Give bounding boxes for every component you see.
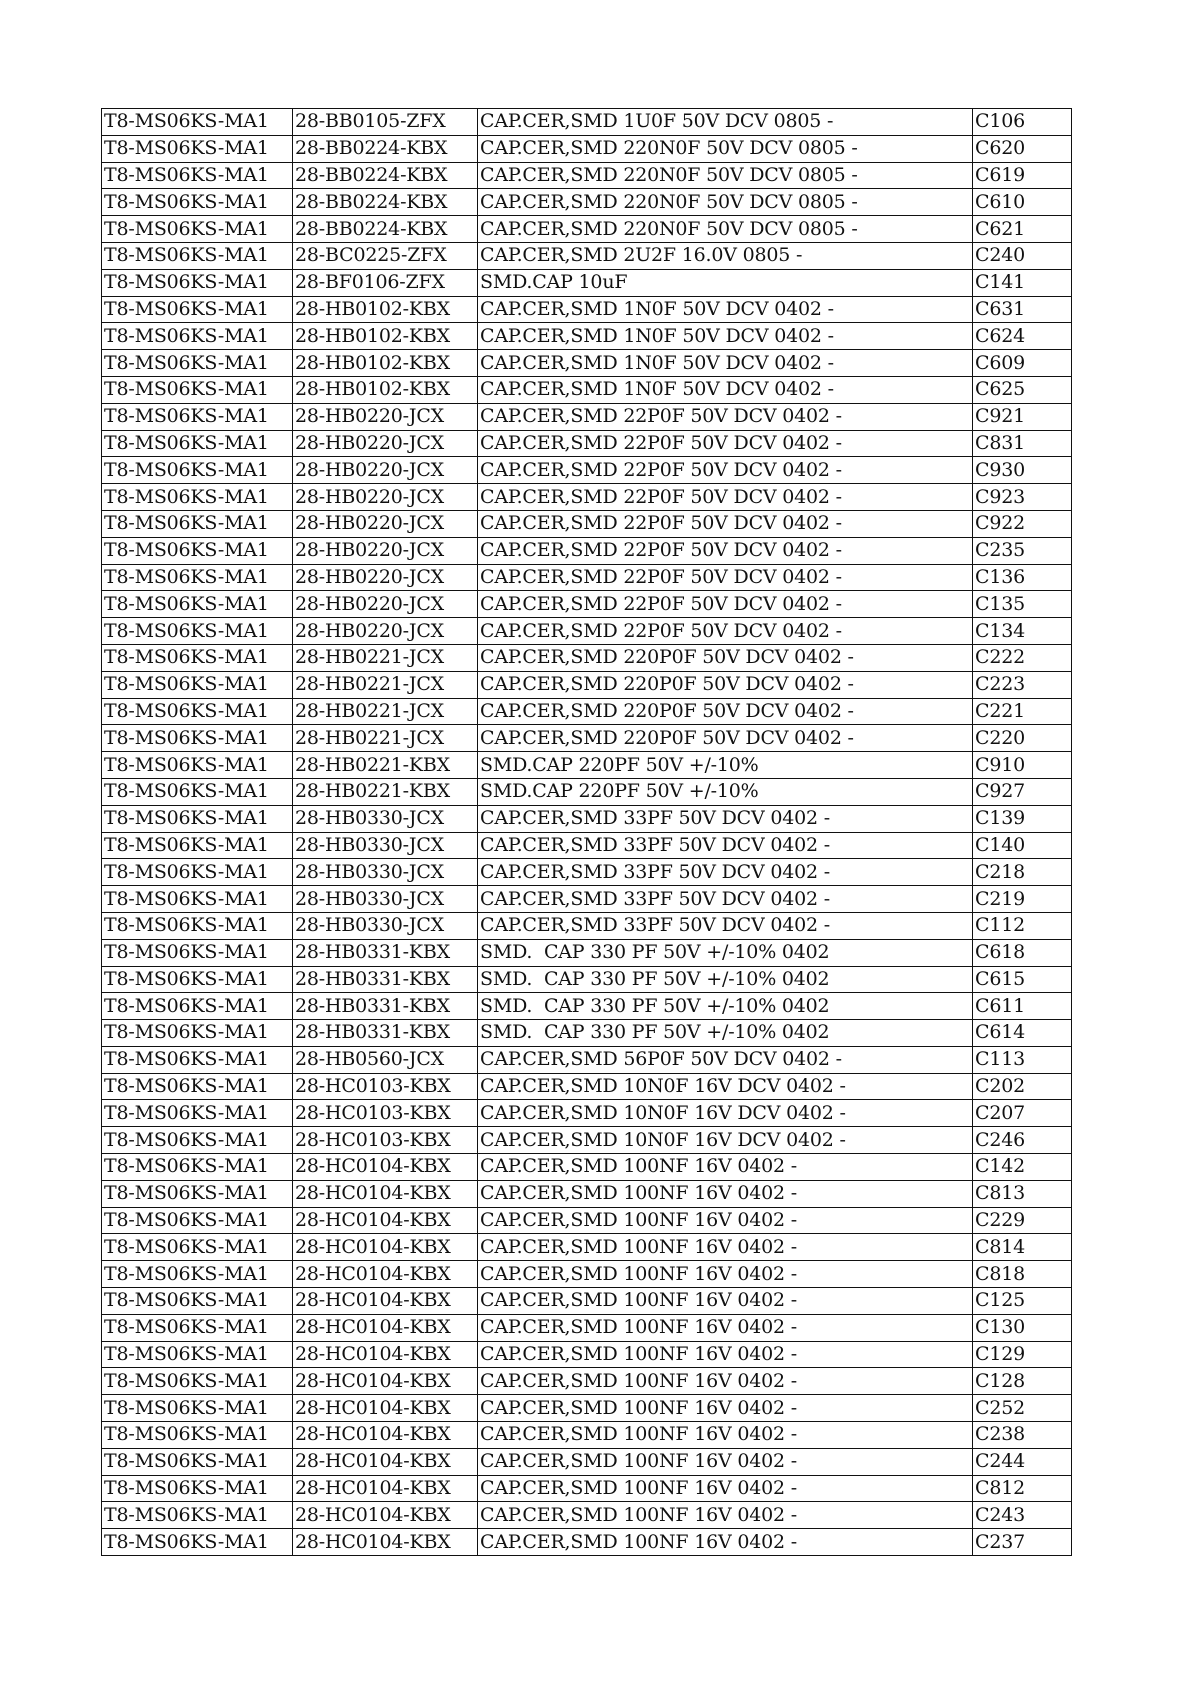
model-cell: T8-MS06KS-MA1 bbox=[102, 350, 293, 377]
model-cell: T8-MS06KS-MA1 bbox=[102, 484, 293, 511]
table-row bbox=[102, 350, 1072, 377]
part-number-cell: 28-HB0220-JCX bbox=[293, 537, 478, 564]
part-number-cell: 28-BB0224-KBX bbox=[293, 216, 478, 243]
description-cell: CAP.CER,SMD 100NF 16V 0402 - bbox=[478, 1529, 973, 1556]
model-cell: T8-MS06KS-MA1 bbox=[102, 376, 293, 403]
model-cell: T8-MS06KS-MA1 bbox=[102, 725, 293, 752]
model-cell: T8-MS06KS-MA1 bbox=[102, 1368, 293, 1395]
reference-designator-cell: C930 bbox=[973, 457, 1072, 484]
part-number-cell: 28-HB0220-JCX bbox=[293, 430, 478, 457]
table-row bbox=[102, 403, 1072, 430]
table-row bbox=[102, 993, 1072, 1020]
part-number-cell: 28-HB0102-KBX bbox=[293, 296, 478, 323]
part-number-cell: 28-HB0220-JCX bbox=[293, 457, 478, 484]
model-cell: T8-MS06KS-MA1 bbox=[102, 644, 293, 671]
model-cell: T8-MS06KS-MA1 bbox=[102, 537, 293, 564]
part-number-cell: 28-BF0106-ZFX bbox=[293, 269, 478, 296]
description-cell: CAP.CER,SMD 22P0F 50V DCV 0402 - bbox=[478, 537, 973, 564]
part-number-cell: 28-HB0331-KBX bbox=[293, 939, 478, 966]
reference-designator-cell: C927 bbox=[973, 778, 1072, 805]
reference-designator-cell: C223 bbox=[973, 671, 1072, 698]
part-number-cell: 28-BB0224-KBX bbox=[293, 135, 478, 162]
table-row bbox=[102, 644, 1072, 671]
table-row bbox=[102, 1154, 1072, 1181]
description-cell: CAP.CER,SMD 33PF 50V DCV 0402 - bbox=[478, 805, 973, 832]
table-row bbox=[102, 135, 1072, 162]
table-row bbox=[102, 859, 1072, 886]
model-cell: T8-MS06KS-MA1 bbox=[102, 1502, 293, 1529]
reference-designator-cell: C130 bbox=[973, 1314, 1072, 1341]
description-cell: CAP.CER,SMD 220P0F 50V DCV 0402 - bbox=[478, 725, 973, 752]
model-cell: T8-MS06KS-MA1 bbox=[102, 564, 293, 591]
reference-designator-cell: C125 bbox=[973, 1288, 1072, 1315]
model-cell: T8-MS06KS-MA1 bbox=[102, 457, 293, 484]
model-cell: T8-MS06KS-MA1 bbox=[102, 1529, 293, 1556]
reference-designator-cell: C237 bbox=[973, 1529, 1072, 1556]
part-number-cell: 28-HC0103-KBX bbox=[293, 1073, 478, 1100]
model-cell: T8-MS06KS-MA1 bbox=[102, 1207, 293, 1234]
part-number-cell: 28-BB0224-KBX bbox=[293, 162, 478, 189]
description-cell: CAP.CER,SMD 100NF 16V 0402 - bbox=[478, 1314, 973, 1341]
part-number-cell: 28-HB0220-JCX bbox=[293, 510, 478, 537]
part-number-cell: 28-HC0104-KBX bbox=[293, 1448, 478, 1475]
reference-designator-cell: C222 bbox=[973, 644, 1072, 671]
table-row bbox=[102, 1180, 1072, 1207]
part-number-cell: 28-HB0220-JCX bbox=[293, 618, 478, 645]
reference-designator-cell: C202 bbox=[973, 1073, 1072, 1100]
reference-designator-cell: C136 bbox=[973, 564, 1072, 591]
table-row bbox=[102, 484, 1072, 511]
description-cell: CAP.CER,SMD 100NF 16V 0402 - bbox=[478, 1154, 973, 1181]
description-cell: CAP.CER,SMD 100NF 16V 0402 - bbox=[478, 1234, 973, 1261]
description-cell: CAP.CER,SMD 100NF 16V 0402 - bbox=[478, 1475, 973, 1502]
table-row bbox=[102, 323, 1072, 350]
table-row bbox=[102, 1207, 1072, 1234]
reference-designator-cell: C814 bbox=[973, 1234, 1072, 1261]
part-number-cell: 28-HB0331-KBX bbox=[293, 966, 478, 993]
description-cell: CAP.CER,SMD 100NF 16V 0402 - bbox=[478, 1180, 973, 1207]
reference-designator-cell: C112 bbox=[973, 912, 1072, 939]
reference-designator-cell: C614 bbox=[973, 1020, 1072, 1047]
table-row bbox=[102, 1502, 1072, 1529]
table-row bbox=[102, 591, 1072, 618]
description-cell: CAP.CER,SMD 100NF 16V 0402 - bbox=[478, 1395, 973, 1422]
table-row bbox=[102, 457, 1072, 484]
table-row bbox=[102, 162, 1072, 189]
table-row bbox=[102, 269, 1072, 296]
reference-designator-cell: C221 bbox=[973, 698, 1072, 725]
part-number-cell: 28-HB0331-KBX bbox=[293, 1020, 478, 1047]
table-row bbox=[102, 805, 1072, 832]
description-cell: CAP.CER,SMD 33PF 50V DCV 0402 - bbox=[478, 832, 973, 859]
table-row bbox=[102, 752, 1072, 779]
reference-designator-cell: C244 bbox=[973, 1448, 1072, 1475]
description-cell: CAP.CER,SMD 33PF 50V DCV 0402 - bbox=[478, 886, 973, 913]
description-cell: CAP.CER,SMD 33PF 50V DCV 0402 - bbox=[478, 912, 973, 939]
part-number-cell: 28-HB0331-KBX bbox=[293, 993, 478, 1020]
part-number-cell: 28-HC0104-KBX bbox=[293, 1368, 478, 1395]
part-number-cell: 28-HB0220-JCX bbox=[293, 591, 478, 618]
description-cell: CAP.CER,SMD 22P0F 50V DCV 0402 - bbox=[478, 403, 973, 430]
model-cell: T8-MS06KS-MA1 bbox=[102, 296, 293, 323]
part-number-cell: 28-HC0103-KBX bbox=[293, 1100, 478, 1127]
table-row bbox=[102, 1368, 1072, 1395]
model-cell: T8-MS06KS-MA1 bbox=[102, 1395, 293, 1422]
part-number-cell: 28-HB0221-KBX bbox=[293, 778, 478, 805]
reference-designator-cell: C220 bbox=[973, 725, 1072, 752]
table-row bbox=[102, 1395, 1072, 1422]
model-cell: T8-MS06KS-MA1 bbox=[102, 1020, 293, 1047]
part-number-cell: 28-HB0330-JCX bbox=[293, 859, 478, 886]
table-row bbox=[102, 1341, 1072, 1368]
description-cell: CAP.CER,SMD 100NF 16V 0402 - bbox=[478, 1261, 973, 1288]
bom-table bbox=[101, 108, 1072, 1556]
model-cell: T8-MS06KS-MA1 bbox=[102, 510, 293, 537]
part-number-cell: 28-HC0104-KBX bbox=[293, 1502, 478, 1529]
model-cell: T8-MS06KS-MA1 bbox=[102, 242, 293, 269]
table-row bbox=[102, 912, 1072, 939]
model-cell: T8-MS06KS-MA1 bbox=[102, 1475, 293, 1502]
reference-designator-cell: C921 bbox=[973, 403, 1072, 430]
bom-sheet bbox=[101, 108, 1071, 1556]
part-number-cell: 28-HC0104-KBX bbox=[293, 1261, 478, 1288]
description-cell: CAP.CER,SMD 220P0F 50V DCV 0402 - bbox=[478, 671, 973, 698]
model-cell: T8-MS06KS-MA1 bbox=[102, 752, 293, 779]
table-row bbox=[102, 537, 1072, 564]
table-row bbox=[102, 1073, 1072, 1100]
reference-designator-cell: C615 bbox=[973, 966, 1072, 993]
part-number-cell: 28-HB0102-KBX bbox=[293, 323, 478, 350]
reference-designator-cell: C620 bbox=[973, 135, 1072, 162]
part-number-cell: 28-HB0221-JCX bbox=[293, 671, 478, 698]
table-row bbox=[102, 1288, 1072, 1315]
part-number-cell: 28-HC0104-KBX bbox=[293, 1422, 478, 1449]
description-cell: SMD.CAP 220PF 50V +/-10% bbox=[478, 778, 973, 805]
reference-designator-cell: C128 bbox=[973, 1368, 1072, 1395]
part-number-cell: 28-BB0224-KBX bbox=[293, 189, 478, 216]
model-cell: T8-MS06KS-MA1 bbox=[102, 109, 293, 136]
reference-designator-cell: C923 bbox=[973, 484, 1072, 511]
model-cell: T8-MS06KS-MA1 bbox=[102, 1127, 293, 1154]
description-cell: CAP.CER,SMD 100NF 16V 0402 - bbox=[478, 1422, 973, 1449]
table-row bbox=[102, 966, 1072, 993]
model-cell: T8-MS06KS-MA1 bbox=[102, 1341, 293, 1368]
description-cell: CAP.CER,SMD 1U0F 50V DCV 0805 - bbox=[478, 109, 973, 136]
table-row bbox=[102, 725, 1072, 752]
reference-designator-cell: C611 bbox=[973, 993, 1072, 1020]
part-number-cell: 28-HC0104-KBX bbox=[293, 1314, 478, 1341]
part-number-cell: 28-HB0560-JCX bbox=[293, 1046, 478, 1073]
reference-designator-cell: C610 bbox=[973, 189, 1072, 216]
table-row bbox=[102, 832, 1072, 859]
description-cell: CAP.CER,SMD 22P0F 50V DCV 0402 - bbox=[478, 510, 973, 537]
table-row bbox=[102, 778, 1072, 805]
reference-designator-cell: C139 bbox=[973, 805, 1072, 832]
table-row bbox=[102, 886, 1072, 913]
table-row bbox=[102, 296, 1072, 323]
reference-designator-cell: C831 bbox=[973, 430, 1072, 457]
part-number-cell: 28-HC0104-KBX bbox=[293, 1288, 478, 1315]
reference-designator-cell: C140 bbox=[973, 832, 1072, 859]
model-cell: T8-MS06KS-MA1 bbox=[102, 1100, 293, 1127]
reference-designator-cell: C243 bbox=[973, 1502, 1072, 1529]
table-row bbox=[102, 1100, 1072, 1127]
part-number-cell: 28-HB0221-JCX bbox=[293, 725, 478, 752]
reference-designator-cell: C609 bbox=[973, 350, 1072, 377]
model-cell: T8-MS06KS-MA1 bbox=[102, 859, 293, 886]
description-cell: CAP.CER,SMD 220N0F 50V DCV 0805 - bbox=[478, 189, 973, 216]
description-cell: CAP.CER,SMD 100NF 16V 0402 - bbox=[478, 1207, 973, 1234]
model-cell: T8-MS06KS-MA1 bbox=[102, 805, 293, 832]
description-cell: SMD. CAP 330 PF 50V +/-10% 0402 bbox=[478, 939, 973, 966]
reference-designator-cell: C818 bbox=[973, 1261, 1072, 1288]
model-cell: T8-MS06KS-MA1 bbox=[102, 832, 293, 859]
description-cell: CAP.CER,SMD 1N0F 50V DCV 0402 - bbox=[478, 376, 973, 403]
part-number-cell: 28-HB0102-KBX bbox=[293, 350, 478, 377]
model-cell: T8-MS06KS-MA1 bbox=[102, 778, 293, 805]
reference-designator-cell: C910 bbox=[973, 752, 1072, 779]
reference-designator-cell: C113 bbox=[973, 1046, 1072, 1073]
table-row bbox=[102, 1234, 1072, 1261]
model-cell: T8-MS06KS-MA1 bbox=[102, 135, 293, 162]
part-number-cell: 28-HC0104-KBX bbox=[293, 1341, 478, 1368]
table-row bbox=[102, 109, 1072, 136]
part-number-cell: 28-HC0104-KBX bbox=[293, 1154, 478, 1181]
part-number-cell: 28-HB0330-JCX bbox=[293, 886, 478, 913]
description-cell: CAP.CER,SMD 100NF 16V 0402 - bbox=[478, 1368, 973, 1395]
table-row bbox=[102, 671, 1072, 698]
model-cell: T8-MS06KS-MA1 bbox=[102, 1314, 293, 1341]
description-cell: CAP.CER,SMD 220N0F 50V DCV 0805 - bbox=[478, 162, 973, 189]
part-number-cell: 28-HC0103-KBX bbox=[293, 1127, 478, 1154]
reference-designator-cell: C207 bbox=[973, 1100, 1072, 1127]
model-cell: T8-MS06KS-MA1 bbox=[102, 1288, 293, 1315]
part-number-cell: 28-HB0220-JCX bbox=[293, 484, 478, 511]
reference-designator-cell: C141 bbox=[973, 269, 1072, 296]
description-cell: SMD. CAP 330 PF 50V +/-10% 0402 bbox=[478, 993, 973, 1020]
table-row bbox=[102, 1314, 1072, 1341]
part-number-cell: 28-HC0104-KBX bbox=[293, 1180, 478, 1207]
part-number-cell: 28-HB0330-JCX bbox=[293, 912, 478, 939]
model-cell: T8-MS06KS-MA1 bbox=[102, 216, 293, 243]
reference-designator-cell: C812 bbox=[973, 1475, 1072, 1502]
bom-table-body bbox=[102, 109, 1072, 1556]
model-cell: T8-MS06KS-MA1 bbox=[102, 1261, 293, 1288]
description-cell: CAP.CER,SMD 22P0F 50V DCV 0402 - bbox=[478, 430, 973, 457]
description-cell: CAP.CER,SMD 100NF 16V 0402 - bbox=[478, 1288, 973, 1315]
model-cell: T8-MS06KS-MA1 bbox=[102, 323, 293, 350]
model-cell: T8-MS06KS-MA1 bbox=[102, 618, 293, 645]
table-row bbox=[102, 1127, 1072, 1154]
reference-designator-cell: C240 bbox=[973, 242, 1072, 269]
part-number-cell: 28-HB0221-JCX bbox=[293, 698, 478, 725]
table-row bbox=[102, 1448, 1072, 1475]
part-number-cell: 28-BB0105-ZFX bbox=[293, 109, 478, 136]
table-row bbox=[102, 939, 1072, 966]
table-row bbox=[102, 216, 1072, 243]
part-number-cell: 28-HB0221-JCX bbox=[293, 644, 478, 671]
reference-designator-cell: C625 bbox=[973, 376, 1072, 403]
description-cell: CAP.CER,SMD 22P0F 50V DCV 0402 - bbox=[478, 591, 973, 618]
model-cell: T8-MS06KS-MA1 bbox=[102, 1073, 293, 1100]
model-cell: T8-MS06KS-MA1 bbox=[102, 189, 293, 216]
part-number-cell: 28-HC0104-KBX bbox=[293, 1234, 478, 1261]
description-cell: CAP.CER,SMD 56P0F 50V DCV 0402 - bbox=[478, 1046, 973, 1073]
part-number-cell: 28-HB0102-KBX bbox=[293, 376, 478, 403]
description-cell: CAP.CER,SMD 1N0F 50V DCV 0402 - bbox=[478, 323, 973, 350]
description-cell: CAP.CER,SMD 1N0F 50V DCV 0402 - bbox=[478, 350, 973, 377]
description-cell: SMD.CAP 220PF 50V +/-10% bbox=[478, 752, 973, 779]
model-cell: T8-MS06KS-MA1 bbox=[102, 403, 293, 430]
description-cell: SMD. CAP 330 PF 50V +/-10% 0402 bbox=[478, 1020, 973, 1047]
reference-designator-cell: C922 bbox=[973, 510, 1072, 537]
reference-designator-cell: C235 bbox=[973, 537, 1072, 564]
part-number-cell: 28-HB0220-JCX bbox=[293, 564, 478, 591]
part-number-cell: 28-HB0220-JCX bbox=[293, 403, 478, 430]
reference-designator-cell: C246 bbox=[973, 1127, 1072, 1154]
description-cell: CAP.CER,SMD 10N0F 16V DCV 0402 - bbox=[478, 1100, 973, 1127]
model-cell: T8-MS06KS-MA1 bbox=[102, 1422, 293, 1449]
table-row bbox=[102, 1529, 1072, 1556]
description-cell: CAP.CER,SMD 100NF 16V 0402 - bbox=[478, 1502, 973, 1529]
part-number-cell: 28-BC0225-ZFX bbox=[293, 242, 478, 269]
table-row bbox=[102, 698, 1072, 725]
reference-designator-cell: C624 bbox=[973, 323, 1072, 350]
reference-designator-cell: C813 bbox=[973, 1180, 1072, 1207]
description-cell: CAP.CER,SMD 220P0F 50V DCV 0402 - bbox=[478, 698, 973, 725]
reference-designator-cell: C106 bbox=[973, 109, 1072, 136]
reference-designator-cell: C621 bbox=[973, 216, 1072, 243]
part-number-cell: 28-HC0104-KBX bbox=[293, 1207, 478, 1234]
description-cell: CAP.CER,SMD 10N0F 16V DCV 0402 - bbox=[478, 1127, 973, 1154]
model-cell: T8-MS06KS-MA1 bbox=[102, 1046, 293, 1073]
reference-designator-cell: C619 bbox=[973, 162, 1072, 189]
reference-designator-cell: C238 bbox=[973, 1422, 1072, 1449]
description-cell: CAP.CER,SMD 220N0F 50V DCV 0805 - bbox=[478, 216, 973, 243]
model-cell: T8-MS06KS-MA1 bbox=[102, 966, 293, 993]
table-row bbox=[102, 1261, 1072, 1288]
part-number-cell: 28-HB0330-JCX bbox=[293, 805, 478, 832]
reference-designator-cell: C218 bbox=[973, 859, 1072, 886]
reference-designator-cell: C252 bbox=[973, 1395, 1072, 1422]
description-cell: CAP.CER,SMD 100NF 16V 0402 - bbox=[478, 1341, 973, 1368]
description-cell: CAP.CER,SMD 22P0F 50V DCV 0402 - bbox=[478, 457, 973, 484]
reference-designator-cell: C142 bbox=[973, 1154, 1072, 1181]
reference-designator-cell: C129 bbox=[973, 1341, 1072, 1368]
part-number-cell: 28-HB0221-KBX bbox=[293, 752, 478, 779]
table-row bbox=[102, 564, 1072, 591]
model-cell: T8-MS06KS-MA1 bbox=[102, 1180, 293, 1207]
reference-designator-cell: C134 bbox=[973, 618, 1072, 645]
part-number-cell: 28-HC0104-KBX bbox=[293, 1395, 478, 1422]
model-cell: T8-MS06KS-MA1 bbox=[102, 269, 293, 296]
description-cell: CAP.CER,SMD 220N0F 50V DCV 0805 - bbox=[478, 135, 973, 162]
table-row bbox=[102, 242, 1072, 269]
model-cell: T8-MS06KS-MA1 bbox=[102, 430, 293, 457]
table-row bbox=[102, 510, 1072, 537]
description-cell: CAP.CER,SMD 1N0F 50V DCV 0402 - bbox=[478, 296, 973, 323]
model-cell: T8-MS06KS-MA1 bbox=[102, 698, 293, 725]
table-row bbox=[102, 1046, 1072, 1073]
model-cell: T8-MS06KS-MA1 bbox=[102, 1234, 293, 1261]
description-cell: SMD.CAP 10uF bbox=[478, 269, 973, 296]
reference-designator-cell: C135 bbox=[973, 591, 1072, 618]
description-cell: CAP.CER,SMD 22P0F 50V DCV 0402 - bbox=[478, 564, 973, 591]
part-number-cell: 28-HB0330-JCX bbox=[293, 832, 478, 859]
table-row bbox=[102, 376, 1072, 403]
model-cell: T8-MS06KS-MA1 bbox=[102, 993, 293, 1020]
description-cell: CAP.CER,SMD 33PF 50V DCV 0402 - bbox=[478, 859, 973, 886]
table-row bbox=[102, 1422, 1072, 1449]
description-cell: CAP.CER,SMD 10N0F 16V DCV 0402 - bbox=[478, 1073, 973, 1100]
reference-designator-cell: C219 bbox=[973, 886, 1072, 913]
description-cell: CAP.CER,SMD 220P0F 50V DCV 0402 - bbox=[478, 644, 973, 671]
model-cell: T8-MS06KS-MA1 bbox=[102, 886, 293, 913]
model-cell: T8-MS06KS-MA1 bbox=[102, 162, 293, 189]
table-row bbox=[102, 430, 1072, 457]
part-number-cell: 28-HC0104-KBX bbox=[293, 1529, 478, 1556]
part-number-cell: 28-HC0104-KBX bbox=[293, 1475, 478, 1502]
table-row bbox=[102, 1475, 1072, 1502]
description-cell: CAP.CER,SMD 22P0F 50V DCV 0402 - bbox=[478, 484, 973, 511]
model-cell: T8-MS06KS-MA1 bbox=[102, 1448, 293, 1475]
description-cell: SMD. CAP 330 PF 50V +/-10% 0402 bbox=[478, 966, 973, 993]
reference-designator-cell: C229 bbox=[973, 1207, 1072, 1234]
model-cell: T8-MS06KS-MA1 bbox=[102, 912, 293, 939]
model-cell: T8-MS06KS-MA1 bbox=[102, 1154, 293, 1181]
model-cell: T8-MS06KS-MA1 bbox=[102, 939, 293, 966]
reference-designator-cell: C631 bbox=[973, 296, 1072, 323]
table-row bbox=[102, 189, 1072, 216]
reference-designator-cell: C618 bbox=[973, 939, 1072, 966]
model-cell: T8-MS06KS-MA1 bbox=[102, 671, 293, 698]
description-cell: CAP.CER,SMD 100NF 16V 0402 - bbox=[478, 1448, 973, 1475]
table-row bbox=[102, 618, 1072, 645]
description-cell: CAP.CER,SMD 22P0F 50V DCV 0402 - bbox=[478, 618, 973, 645]
table-row bbox=[102, 1020, 1072, 1047]
description-cell: CAP.CER,SMD 2U2F 16.0V 0805 - bbox=[478, 242, 973, 269]
model-cell: T8-MS06KS-MA1 bbox=[102, 591, 293, 618]
